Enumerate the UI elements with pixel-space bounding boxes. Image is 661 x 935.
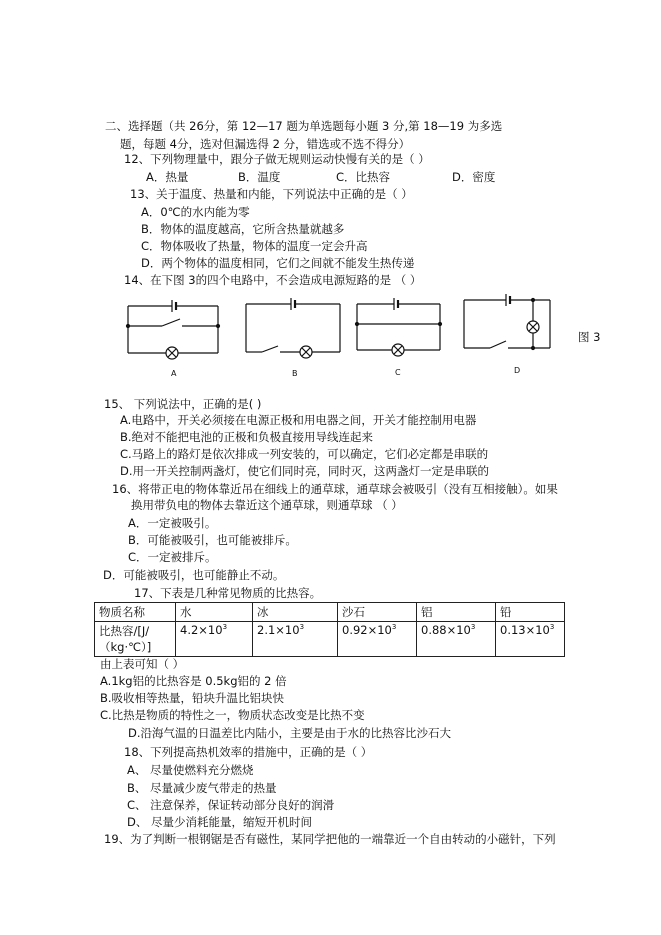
q17-option-b: B.吸收相等热量，铅块升温比铝块快: [100, 691, 285, 705]
q13-stem: 13、关于温度、热量和内能，下列说法中正确的是（ ）: [130, 187, 413, 201]
q13-option-b: B．物体的温度越高，它所含热量就越多: [141, 222, 345, 236]
q12-option-b: B．温度: [238, 170, 281, 184]
circuit-label-d: D: [514, 366, 521, 375]
q15-option-a: A.电路中，开关必须接在电源正极和用电器之间，开关才能控制用电器: [120, 413, 477, 427]
q18-stem: 18、下列提高热机效率的措施中，正确的是（ ）: [124, 745, 373, 759]
table-header-cell: 沙石: [338, 603, 417, 622]
circuit-a: [127, 300, 220, 359]
table-cell: [176, 622, 253, 657]
exponent: 3: [549, 623, 555, 632]
q19-stem: 19、为了判断一根钢锯是否有磁性，某同学把他的一端靠近一个自由转动的小磁针，下列: [104, 832, 556, 846]
q15-option-c: C.马路上的路灯是依次排成一列安装的，可以确定，它们必定都是串联的: [120, 447, 489, 461]
circuit-label-c: C: [395, 368, 401, 377]
row-label-line-2: （kg·℃）]: [99, 640, 152, 654]
circuit-label-b: B: [292, 369, 298, 378]
q16-stem-cont: 换用带负电的物体去靠近这个通草球，则通草球 （ ）: [131, 498, 403, 512]
section-heading: 二、选择题（共 26分，第 12—17 题为单选题每小题 3 分,第 18—19 为多选: [105, 119, 503, 133]
q16-option-c: C．一定被排斥。: [128, 550, 217, 564]
specific-heat-table: [94, 602, 565, 657]
q17-stem: 17、下表是几种常见物质的比热容。: [134, 586, 322, 600]
q13-option-a: A．0℃的水内能为零: [141, 205, 250, 219]
q13-option-d: D．两个物体的温度相同，它们之间就不能发生热传递: [141, 256, 415, 270]
table-row: [95, 622, 565, 657]
q15-option-b: B.绝对不能把电池的正极和负极直接用导线连起来: [120, 430, 374, 444]
q17-option-a: A.1kg铝的比热容是 0.5kg铝的 2 倍: [100, 674, 287, 688]
value-water: 4.2×10: [180, 623, 223, 637]
q13-option-c: C．物体吸收了热量，物体的温度一定会升高: [141, 239, 368, 253]
q18-option-d: D、 尽量少消耗能量，缩短开机时间: [127, 815, 313, 829]
q18-option-c: C、 注意保养，保证转动部分良好的润滑: [127, 798, 335, 812]
table-header-cell: 铝: [417, 603, 496, 622]
q14-stem: 14、在下图 3的四个电路中，不会造成电源短路的是 （ ）: [124, 273, 422, 287]
exponent: 3: [470, 623, 476, 632]
value-ice: 2.1×10: [257, 623, 300, 637]
exponent: 3: [299, 623, 305, 632]
q12-option-d: D．密度: [452, 170, 496, 184]
exponent: 3: [222, 623, 228, 632]
section-heading-cont: 题，每题 4分，选对但漏选得 2 分，错选或不选不得分）: [120, 137, 411, 151]
q17-option-c: C.比热是物质的特性之一，物质状态改变是比热不变: [100, 708, 365, 722]
q12-stem: 12、下列物理量中，跟分子做无规则运动快慢有关的是（ ）: [124, 152, 430, 166]
table-header-row: [95, 603, 565, 622]
value-sand: 0.92×10: [342, 623, 392, 637]
value-aluminum: 0.88×10: [421, 623, 471, 637]
circuit-figure: [0, 288, 661, 388]
table-cell: [253, 622, 338, 657]
q16-option-d: D．可能被吸引，也可能静止不动。: [103, 568, 285, 582]
table-header-cell: 铅: [496, 603, 565, 622]
q12-option-a: A．热量: [146, 170, 189, 184]
q15-stem: 15、 下列说法中，正确的是( ): [104, 397, 262, 411]
table-cell: [417, 622, 496, 657]
table-cell: [338, 622, 417, 657]
exponent: 3: [391, 623, 397, 632]
q15-option-d: D.用一开关控制两盏灯，使它们同时亮，同时灭，这两盏灯一定是串联的: [120, 464, 490, 478]
table-header-cell: 水: [176, 603, 253, 622]
figure-label: 图 3: [578, 330, 601, 344]
circuit-d: [464, 294, 550, 350]
table-cell: [496, 622, 565, 657]
q17-option-d: D.沿海气温的日温差比内陆小，主要是由于水的比热容比沙石大: [128, 726, 452, 740]
circuit-label-a: A: [171, 369, 177, 378]
q16-option-b: B．可能被吸引，也可能被排斥。: [128, 533, 297, 547]
q16-stem: 16、将带正电的物体靠近吊在细线上的通草球，通草球会被吸引（没有互相接触）。如果: [112, 482, 558, 496]
table-header-cell: 冰: [253, 603, 338, 622]
q17-lead: 由上表可知（ ）: [100, 657, 185, 671]
circuit-b: [246, 298, 340, 358]
q16-option-a: A．一定被吸引。: [128, 516, 217, 530]
row-label-line-1: 比热容/[J/: [99, 624, 150, 638]
value-lead: 0.13×10: [500, 623, 550, 637]
table-header-cell: 物质名称: [95, 603, 176, 622]
q18-option-a: A、 尽量使燃料充分燃烧: [127, 763, 254, 777]
table-row-label: [95, 622, 176, 657]
circuit-c: [356, 298, 442, 356]
q18-option-b: B、 尽量减少废气带走的热量: [127, 781, 277, 795]
q12-option-c: C．比热容: [336, 170, 391, 184]
